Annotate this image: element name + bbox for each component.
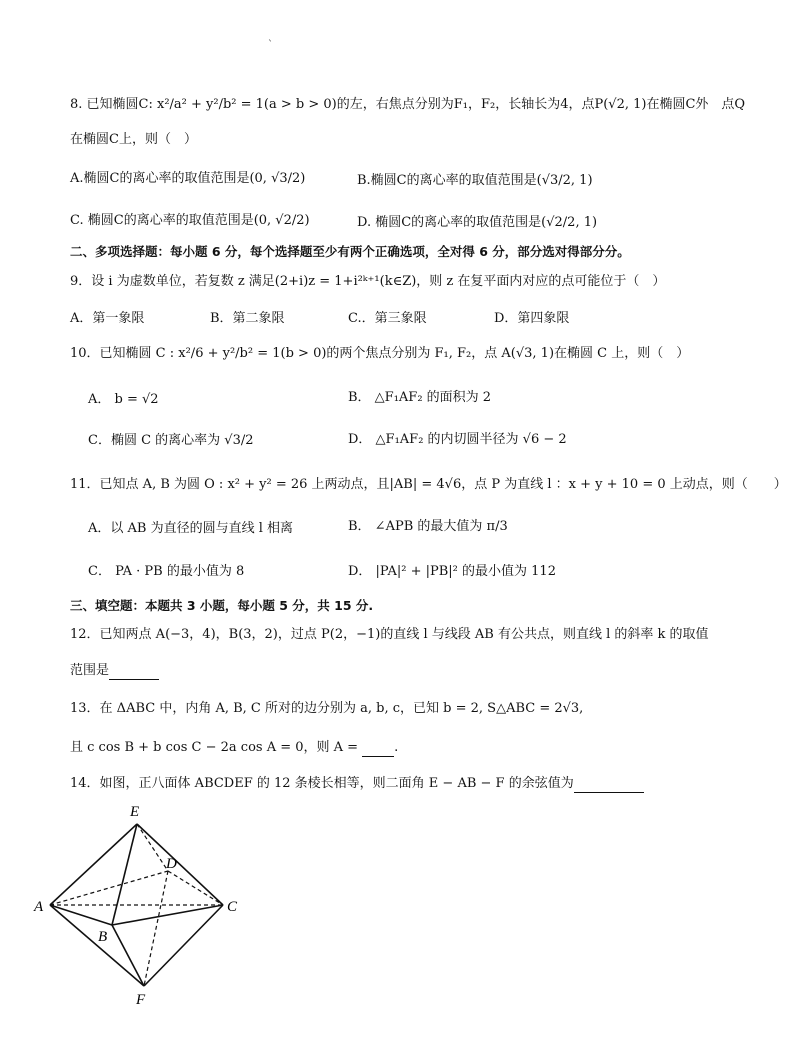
q10-stem: 10．已知椭圆 C : x²/6 + y²/b² = 1(b > 0)的两个焦点分别为 F₁, F₂，点 A(√3, 1)在椭圆 C 上，则（ ） — [70, 346, 690, 361]
edge-df-hidden — [144, 871, 168, 986]
q9-option-d: D．第四象限 — [494, 311, 570, 326]
stray-mark: ` — [268, 40, 273, 51]
q8-stem-line1: 8. 已知椭圆C: x²/a² + y²/b² = 1(a > b > 0)的左，右焦点分别为F₁，F₂，长轴长为4，点P(√2, 1)在椭圆C外 点Q — [70, 97, 746, 112]
q14-answer-blank[interactable] — [574, 778, 644, 793]
q9-option-a: A．第一象限 — [70, 311, 145, 326]
q14-stem — [70, 775, 764, 793]
q12-stem-line2 — [70, 662, 764, 680]
q14-stem-text: 14．如图，正八面体 ABCDEF 的 12 条棱长相等，则二面角 E − AB − F 的余弦值为 — [70, 776, 574, 791]
vertex-label-f: F — [136, 992, 146, 1008]
vertex-label-c: C — [227, 899, 238, 915]
q8-option-c: C. 椭圆C的离心率的取值范围是(0, √2/2) — [70, 213, 310, 228]
section2-heading: 二、多项选择题：每小题 6 分，每个选择题至少有两个正确选项，全对得 6 分，部分选对得部分分。 — [70, 244, 630, 259]
q9-option-c: C.．第三象限 — [348, 311, 427, 326]
q10-option-c: C．椭圆 C 的离心率为 √3/2 — [88, 433, 254, 448]
q13-stem-line2 — [70, 739, 764, 757]
vertex-label-e: E — [130, 804, 140, 820]
vertex-label-a: A — [34, 899, 44, 915]
q11-option-a: A．以 AB 为直径的圆与直线 l 相离 — [88, 521, 294, 536]
q9-option-b: B．第二象限 — [210, 311, 285, 326]
octahedron-figure — [30, 796, 270, 1014]
edge-dc-hidden — [168, 871, 223, 905]
q8-stem-line2: 在椭圆C上，则（ ） — [70, 132, 197, 147]
q13-stem-line1: 13．在 ΔABC 中，内角 A, B, C 所对的边分别为 a, b, c，已知 b = 2, S△ABC = 2√3, — [70, 701, 584, 716]
vertex-label-b: B — [98, 929, 108, 945]
q13-line2-end: . — [394, 740, 399, 755]
q13-line2-text: 且 c cos B + b cos C − 2a cos A = 0，则 A = — [70, 740, 359, 755]
edge-ab — [50, 905, 112, 925]
edge-fa — [50, 905, 144, 986]
vertex-label-d: D — [166, 856, 177, 872]
q12-answer-blank[interactable] — [109, 665, 159, 680]
q9-stem: 9．设 i 为虚数单位，若复数 z 满足(2+i)z = 1+i²ᵏ⁺¹(k∈Z)，则 z 在复平面内对应的点可能位于（ ） — [70, 274, 666, 289]
edge-ec — [137, 824, 223, 905]
edge-fb — [112, 925, 144, 986]
q11-stem: 11．已知点 A, B 为圆 O : x² + y² = 26 上两动点，且|AB| = 4√6，点 P 为直线 l ：x + y + 10 = 0 上动点，则（ ） — [70, 477, 787, 492]
q12-stem-line1: 12．已知两点 A(−3，4)，B(3，2)，过点 P(2，−1)的直线 l 与线段 AB 有公共点，则直线 l 的斜率 k 的取值 — [70, 627, 709, 642]
q11-option-c: C． PA · PB 的最小值为 8 — [88, 564, 245, 579]
edge-eb — [112, 824, 137, 925]
q8-option-a: A.椭圆C的离心率的取值范围是(0, √3/2) — [70, 171, 306, 186]
q10-option-b: B． △F₁AF₂ 的面积为 2 — [348, 390, 492, 405]
q8-option-d: D. 椭圆C的离心率的取值范围是(√2/2, 1) — [357, 215, 598, 230]
section3-heading: 三、填空题：本题共 3 小题，每小题 5 分，共 15 分. — [70, 598, 374, 613]
q10-option-d: D． △F₁AF₂ 的内切圆半径为 √6 − 2 — [348, 432, 567, 447]
q12-line2-text: 范围是 — [70, 663, 110, 678]
q11-option-b: B． ∠APB 的最大值为 π/3 — [348, 519, 508, 534]
q11-option-d: D． |PA|² + |PB|² 的最小值为 112 — [348, 564, 556, 579]
q13-answer-blank[interactable] — [362, 742, 394, 757]
q10-option-a: A． b = √2 — [88, 392, 159, 407]
edge-ed-hidden — [137, 824, 168, 871]
q8-option-b: B.椭圆C的离心率的取值范围是(√3/2, 1) — [357, 173, 593, 188]
